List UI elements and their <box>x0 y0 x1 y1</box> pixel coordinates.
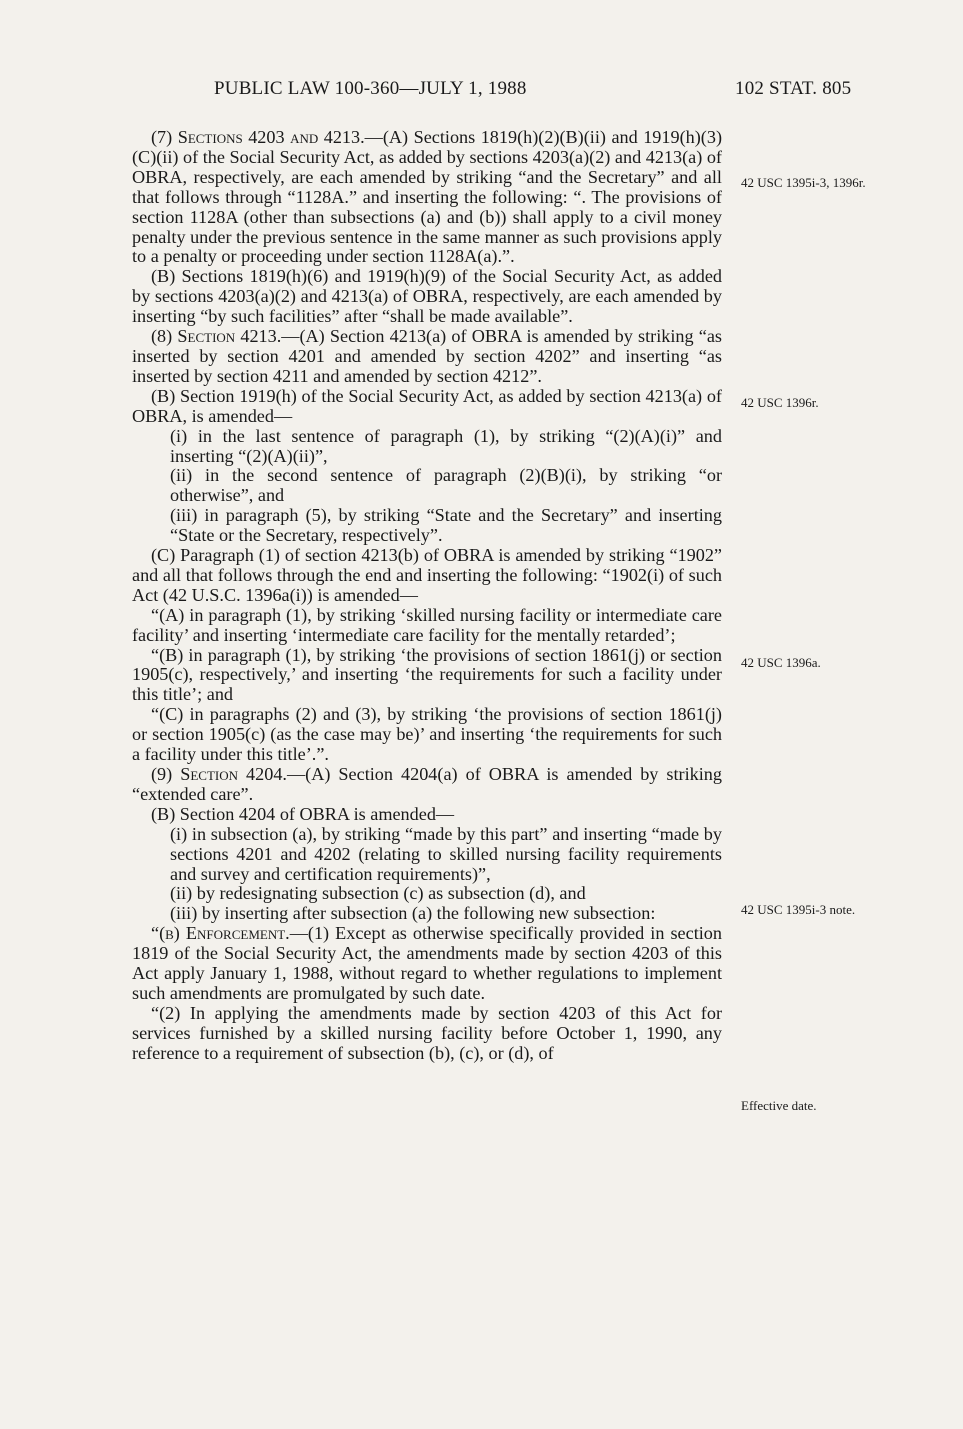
paragraph-7b: (B) Sections 1819(h)(6) and 1919(h)(9) of the Social Security Act, as added by sections 4203(a)(2) and 4213(a) of OBRA, respectively, are each amended by inserting “by such facilities” after “shall be made available”. <box>132 266 722 327</box>
quoted-subparagraph-a: “(A) in paragraph (1), by striking ‘skilled nursing facility or intermediate care facility’ and inserting ‘intermediate care facility for the mentally retarded’; <box>132 604 722 645</box>
section-heading: “(b) Enforcement. <box>151 923 290 944</box>
statute-body <box>132 128 722 1064</box>
running-header-title: PUBLIC LAW 100-360—JULY 1, 1988 <box>214 78 527 99</box>
margin-note-usc-1395i-3-1396r: 42 USC 1395i-3, 1396r. <box>741 175 866 190</box>
margin-note-usc-1396a: 42 USC 1396a. <box>741 655 821 670</box>
clause-8b-i: (i) in the last sentence of paragraph (1), by striking “(2)(A)(i)” and inserting “(2)(A)(ii)”, <box>170 425 722 466</box>
clause-8b-ii: (ii) in the second sentence of paragraph (2)(B)(i), by striking “or otherwise”, and <box>170 465 722 506</box>
paragraph-8b: (B) Section 1919(h) of the Social Security Act, as added by section 4213(a) of OBRA, is amended— <box>132 385 722 426</box>
section-heading: (9) Section 4204. <box>151 764 287 784</box>
margin-note-usc-1395i-3-note: 42 USC 1395i-3 note. <box>741 902 856 917</box>
running-header-stat: 102 STAT. 805 <box>735 78 852 99</box>
paragraph-9a: (9) Section 4204.—(A) Section 4204(a) of OBRA is amended by striking “extended care”. <box>132 764 722 804</box>
enforcement-paragraph-1: “(b) Enforcement.—(1) Except as otherwise specifically provided in section 1819 of the Social Security Act, the amendments made by section 4203 of this Act apply January 1, 1988, without regard to whether regulations to implement such amendments are promulgated by such date. <box>132 923 722 1003</box>
section-heading: (8) Section 4213. <box>151 326 282 347</box>
paragraph-8c: (C) Paragraph (1) of section 4213(b) of OBRA is amended by striking “1902” and all that follows through the end and inserting the following: “1902(i) of such Act (42 U.S.C. 1396a(i)) is amended— <box>132 545 722 605</box>
margin-note-usc-1396r: 42 USC 1396r. <box>741 395 819 410</box>
quoted-subparagraph-c: “(C) in paragraphs (2) and (3), by striking ‘the provisions of section 1861(j) or section 1905(c) (as the case may be)’ and inserting ‘the requirements for such a facility under this title’.”. <box>132 704 722 765</box>
clause-8b-iii: (iii) in paragraph (5), by striking “State and the Secretary” and inserting “State or the Secretary, respectively”. <box>170 505 722 546</box>
quoted-subparagraph-b: “(B) in paragraph (1), by striking ‘the provisions of section 1861(j) or section 1905(c), respectively,’ and inserting ‘the requirements for such a facility under this title’; and <box>132 644 722 705</box>
section-heading: (7) Sections 4203 and 4213. <box>151 127 365 147</box>
clause-9b-iii: (iii) by inserting after subsection (a) the following new subsection: <box>170 903 656 924</box>
enforcement-paragraph-2: “(2) In applying the amendments made by section 4203 of this Act for services furnished by a skilled nursing facility before October 1, 1990, any reference to a requirement of subsection (b), (c), or (d), of <box>132 1002 722 1063</box>
paragraph-9b: (B) Section 4204 of OBRA is amended— <box>151 803 455 824</box>
clause-9b-ii: (ii) by redesignating subsection (c) as subsection (d), and <box>170 883 586 904</box>
paragraph-8a: (8) Section 4213.—(A) Section 4213(a) of OBRA is amended by striking “as inserted by section 4201 and amended by section 4202” and inserting “as inserted by section 4211 and amended by section 4212”. <box>132 326 722 386</box>
paragraph-7a: (7) Sections 4203 and 4213.—(A) Sections 1819(h)(2)(B)(ii) and 1919(h)(3)(C)(ii) of the Social Security Act, as added by sections 4203(a)(2) and 4213(a) of OBRA, respectively, are each amended by striking “and the Secretary” and all that follows through “1128A.” and inserting the following: “. The provisions of section 1128A (other than subsections (a) and (b)) shall apply to a civil money penalty under the previous sentence in the same manner as such provisions apply to a penalty or proceeding under section 1128A(a).”. <box>132 127 723 267</box>
clause-9b-i: (i) in subsection (a), by striking “made by this part” and inserting “made by sections 4201 and 4202 (relating to skilled nursing facility requirements and survey and certification requirements)”, <box>170 823 722 884</box>
margin-note-effective-date: Effective date. <box>741 1098 817 1113</box>
